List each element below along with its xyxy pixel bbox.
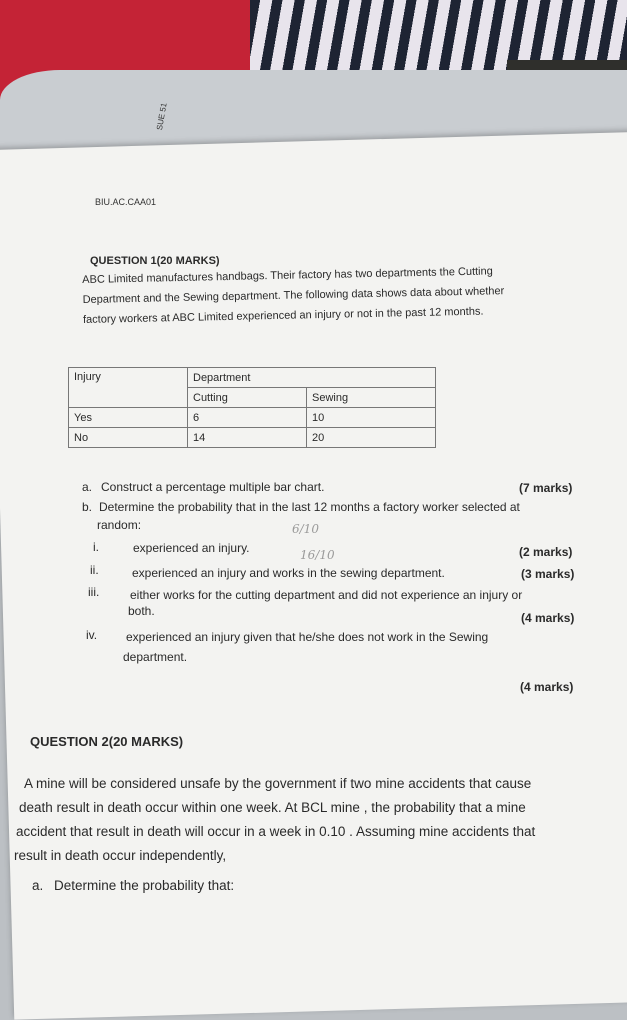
intro-line: accident that result in death will occur in a week in 0.10 . Assuming mine accidents that (16, 824, 536, 839)
question-1-title: QUESTION 1(20 MARKS) (90, 255, 220, 267)
row-label-no: No (69, 428, 188, 448)
part-iv-marks: (4 marks) (520, 680, 574, 694)
part-ii-marks: (3 marks) (521, 567, 575, 581)
part-iv-text: experienced an injury given that he/she does not work in the Sewing (126, 630, 489, 644)
intro-line: death result in death occur within one week. At BCL mine , the probability that a mine (19, 800, 526, 815)
header-department: Department (188, 368, 436, 388)
cloth-label: SUE 51 (154, 102, 169, 131)
injury-table (68, 367, 436, 448)
course-code: BIU.AC.CAA01 (95, 197, 157, 207)
intro-line: A mine will be considered unsafe by the government if two mine accidents that cause (24, 776, 532, 791)
part-b-text: Determine the probability that in the last 12 months a factory worker selected at (99, 500, 520, 514)
table-row (69, 408, 436, 428)
header-sewing: Sewing (307, 388, 436, 408)
header-cutting: Cutting (188, 388, 307, 408)
cell-yes-sewing: 10 (307, 408, 436, 428)
part-ii-marker: ii. (90, 563, 99, 577)
part-i-marker: i. (93, 540, 99, 554)
q2-part-a-marker: a. (32, 878, 44, 893)
question-2-intro (14, 772, 599, 868)
question-1-intro (82, 260, 583, 330)
part-b-text-cont: random: (97, 518, 142, 532)
part-i-text: experienced an injury. (133, 541, 250, 555)
table-row (69, 428, 436, 448)
row-label-yes: Yes (69, 408, 188, 428)
handwritten-note: 6/10 (292, 522, 319, 536)
part-b-marker: b. (82, 500, 93, 514)
part-a-marker: a. (82, 480, 93, 494)
part-iii-marker: iii. (88, 585, 100, 599)
handwritten-note: 16/10 (300, 548, 335, 562)
intro-line: Department and the Sewing department. The following data shows data about whether (82, 285, 505, 306)
intro-line: result in death occur independently, (14, 848, 227, 863)
cell-no-cutting: 14 (188, 428, 307, 448)
intro-line: factory workers at ABC Limited experienced an injury or not in the past 12 months. (82, 305, 484, 326)
part-a-text: Construct a percentage multiple bar chart. (101, 480, 325, 494)
part-ii-text: experienced an injury and works in the sewing department. (132, 566, 445, 580)
part-iii-text: either works for the cutting department and did not experience an injury or (130, 588, 523, 602)
q2-part-a-text: Determine the probability that: (54, 878, 235, 893)
intro-line: ABC Limited manufactures handbags. Their factory has two departments the Cutting (82, 265, 493, 286)
table-row (69, 368, 436, 388)
cell-no-sewing: 20 (307, 428, 436, 448)
part-iii-text-cont: both. (128, 604, 155, 618)
header-injury: Injury (69, 368, 188, 408)
part-a-marks: (7 marks) (519, 481, 573, 495)
part-iv-text-cont: department. (123, 650, 188, 664)
part-iv-marker: iv. (86, 628, 98, 642)
question-2-title: QUESTION 2(20 MARKS) (30, 734, 184, 749)
part-iii-marks: (4 marks) (521, 611, 575, 625)
cell-yes-cutting: 6 (188, 408, 307, 428)
part-i-marks: (2 marks) (519, 545, 573, 559)
